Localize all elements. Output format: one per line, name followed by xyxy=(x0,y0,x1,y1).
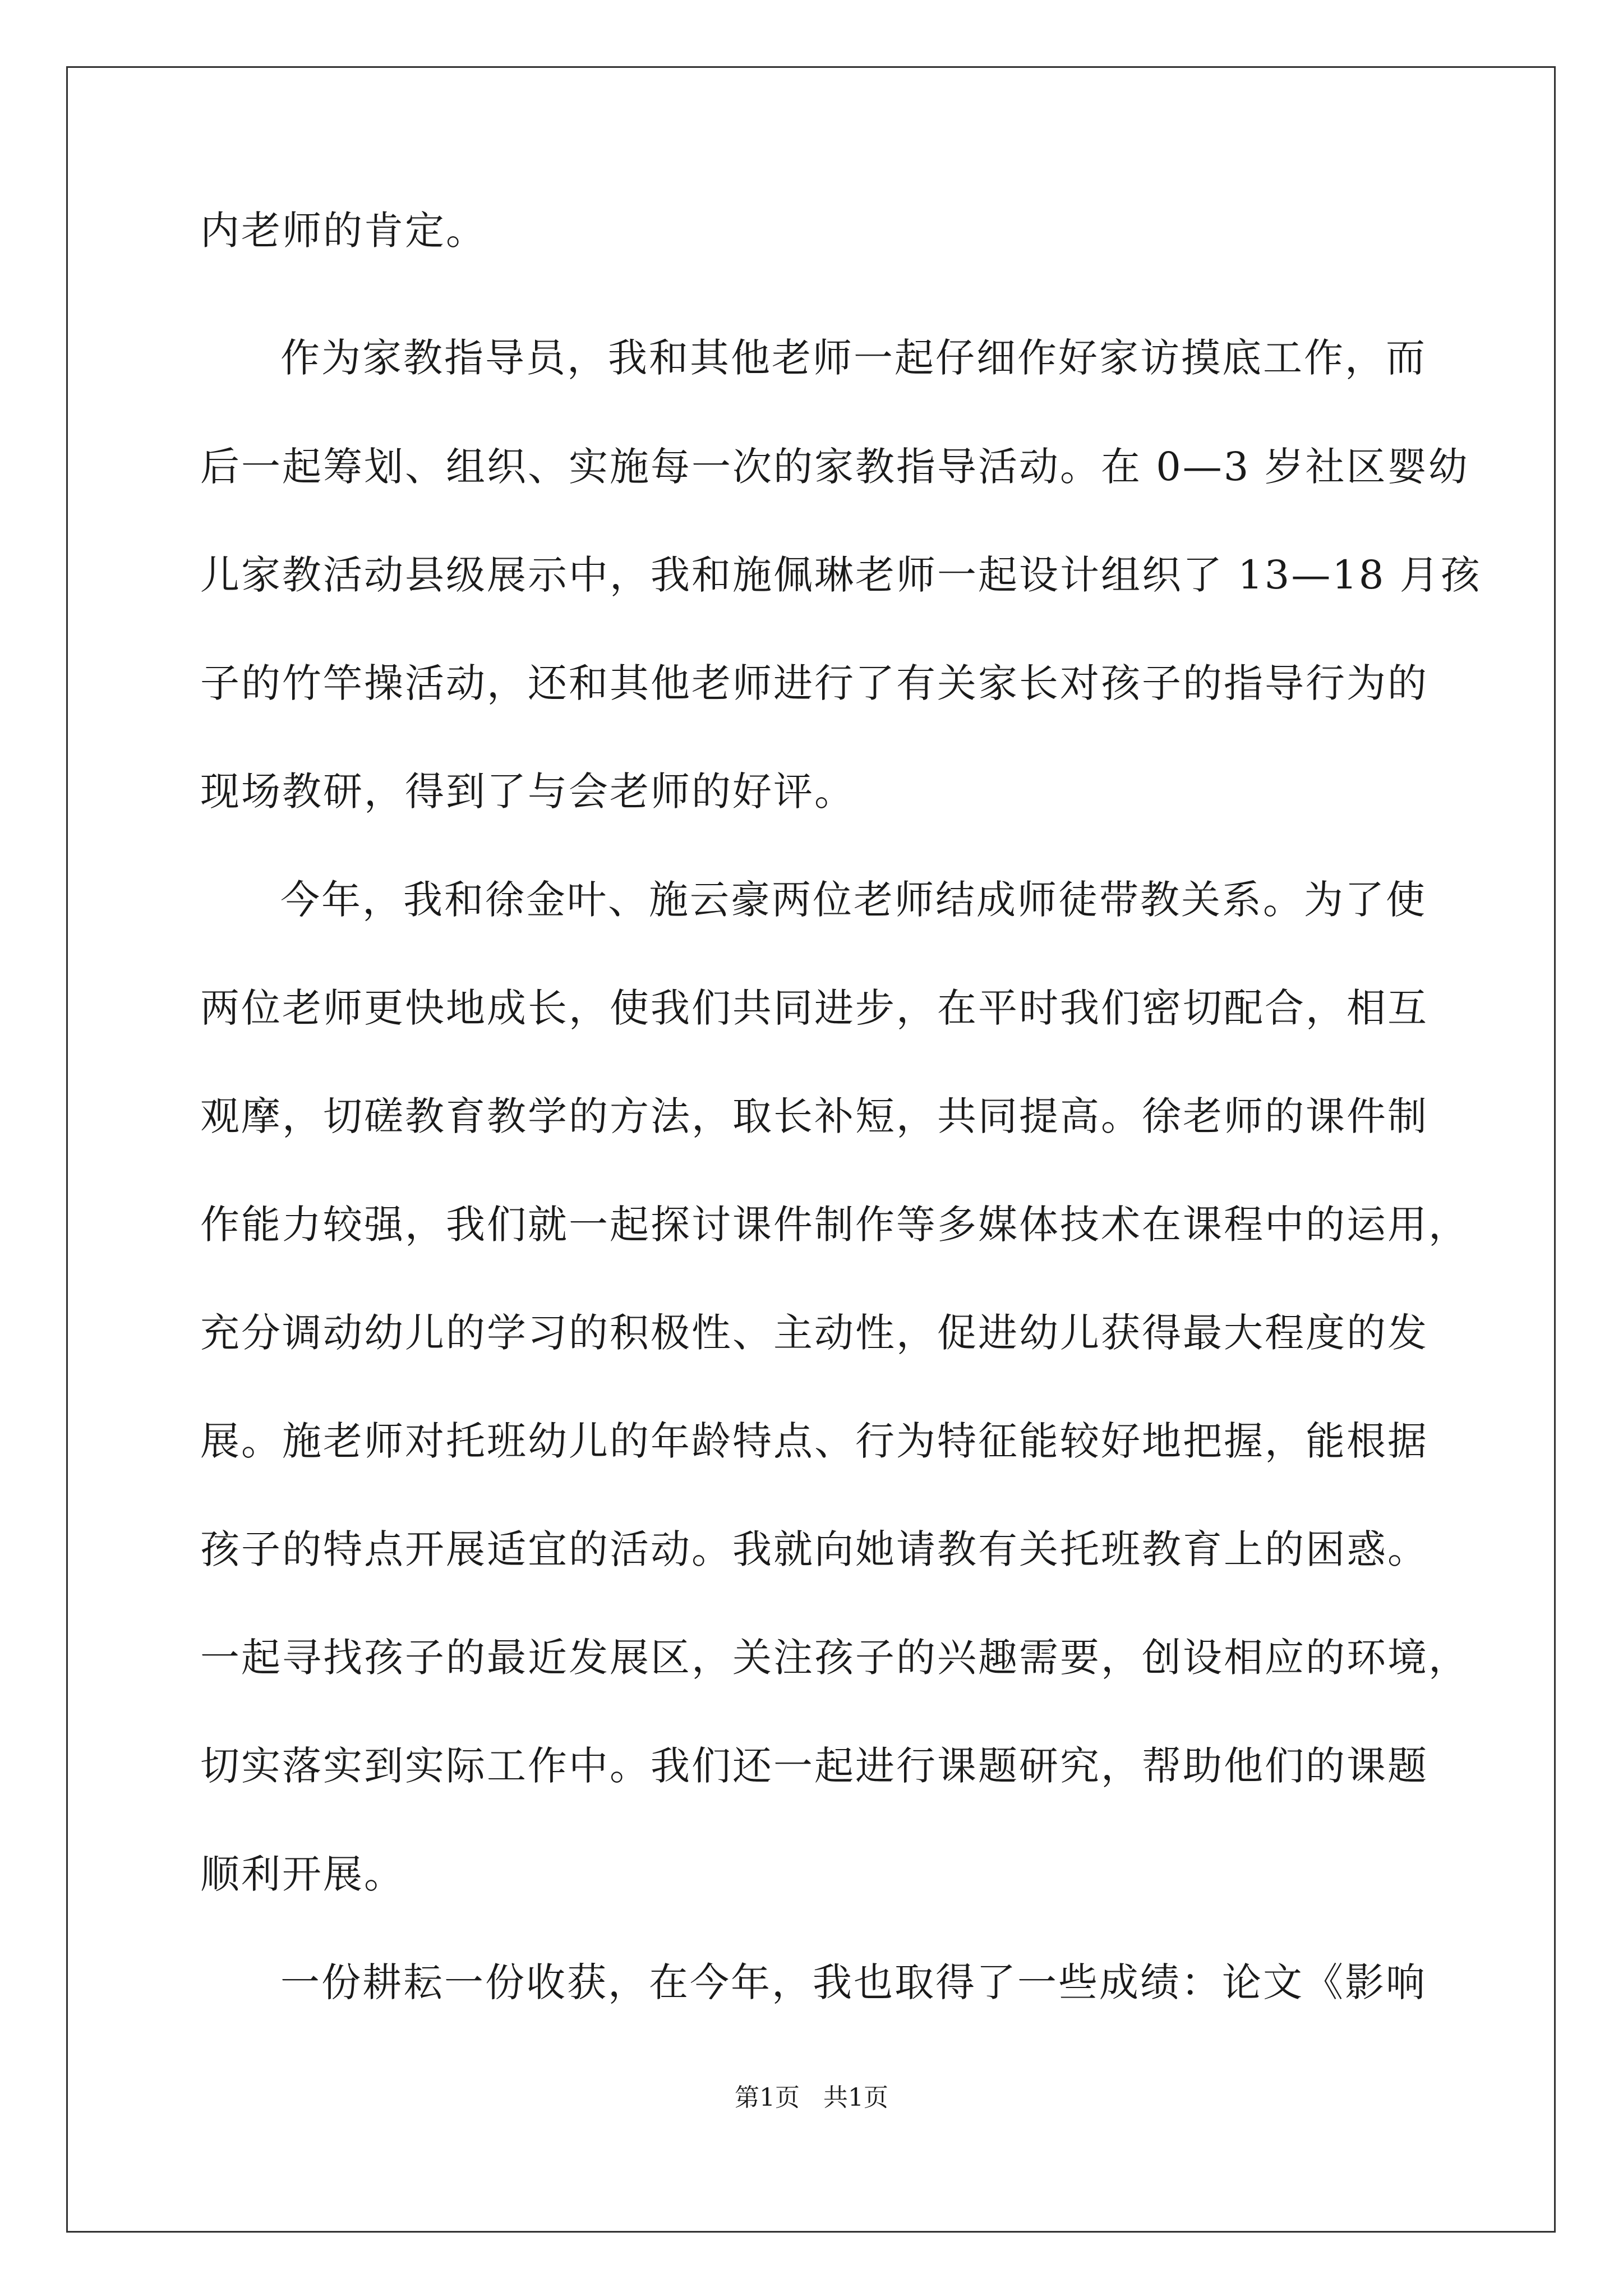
text-line: 孩子的特点开展适宜的活动。我就向她请教有关托班教育上的困惑。 xyxy=(200,1526,1428,1572)
text-line: 一份耕耘一份收获，在今年，我也取得了一些成绩：论文《影响 xyxy=(280,1959,1427,2005)
text-line: 观摩，切磋教育教学的方法，取长补短，共同提高。徐老师的课件制 xyxy=(200,1093,1428,1139)
text-line: 子的竹竿操活动，还和其他老师进行了有关家长对孩子的指导行为的 xyxy=(200,660,1428,706)
text-line: 两位老师更快地成长，使我们共同进步，在平时我们密切配合，相互 xyxy=(200,985,1428,1031)
text-line: 今年，我和徐金叶、施云豪两位老师结成师徒带教关系。为了使 xyxy=(280,877,1427,923)
text-line: 内老师的肯定。 xyxy=(200,208,487,254)
page-border xyxy=(66,66,1556,2233)
text-line: 后一起筹划、组织、实施每一次的家教指导活动。在 0—3 岁社区婴幼 xyxy=(200,444,1469,490)
page-footer: 第1页 共1页 xyxy=(735,2083,888,2112)
text-line: 切实落实到实际工作中。我们还一起进行课题研究，帮助他们的课题 xyxy=(200,1743,1428,1789)
text-line: 儿家教活动县级展示中，我和施佩琳老师一起设计组织了 13—18 月孩 xyxy=(200,552,1482,598)
text-line: 现场教研，得到了与会老师的好评。 xyxy=(200,769,855,815)
text-line: 充分调动幼儿的学习的积极性、主动性，促进幼儿获得最大程度的发 xyxy=(200,1310,1428,1356)
text-line: 展。施老师对托班幼儿的年龄特点、行为特征能较好地把握，能根据 xyxy=(200,1418,1428,1464)
text-line: 作能力较强，我们就一起探讨课件制作等多媒体技术在课程中的运用， xyxy=(200,1202,1469,1248)
text-line: 顺利开展。 xyxy=(200,1851,405,1897)
text-line: 一起寻找孩子的最近发展区，关注孩子的兴趣需要，创设相应的环境， xyxy=(200,1635,1469,1681)
text-line: 作为家教指导员，我和其他老师一起仔细作好家访摸底工作，而 xyxy=(280,335,1427,381)
